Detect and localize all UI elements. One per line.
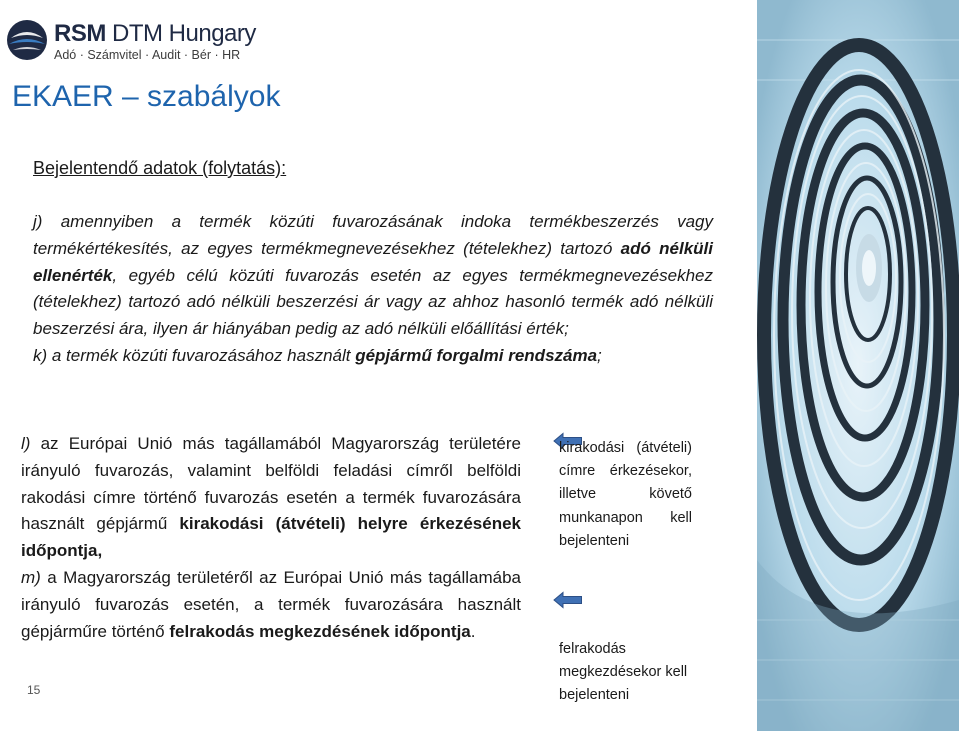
logo-tagline: Adó · Számvitel · Audit · Bér · HR bbox=[54, 48, 241, 62]
item-j-text-cont: , egyéb célú közúti fuvarozás esetén az egyes termékmegnevezésekhez (tételekhez) tartozó adó nélküli beszerzési ár vagy az ahhoz hasonló termék adó nélküli beszerzési ára, ilyen ár hiányában pedig az adó nélküli előállítási érték; bbox=[33, 265, 713, 339]
item-k-text: k) a termék közúti fuvarozásához használt bbox=[33, 345, 356, 365]
slide-title: EKAER – szabályok bbox=[12, 80, 281, 113]
spiral-staircase-image bbox=[757, 0, 959, 731]
item-m-text: a Magyarország területéről az Európai Unió más tagállamába irányuló fuvarozás esetén, a termék fuvarozására használt gépjárműre történő bbox=[21, 567, 521, 641]
item-k-end: ; bbox=[597, 345, 602, 365]
paragraph-j-k bbox=[33, 209, 713, 370]
logo-name: RSM DTM Hungary bbox=[54, 20, 256, 47]
item-j-emphasis: adó nélküli ellenérték bbox=[33, 238, 714, 285]
slide-subtitle: Bejelentendő adatok (folytatás): bbox=[33, 158, 287, 178]
item-m-end: . bbox=[470, 621, 476, 641]
note-unloading: kirakodási (átvételi) címre érkezésekor, illetve követő munkanapon kell bejelenteni bbox=[559, 440, 692, 549]
page-number: 15 bbox=[27, 683, 41, 697]
company-logo bbox=[5, 12, 256, 68]
note-loading: felrakodás megkezdésekor kell bejelenteni bbox=[559, 641, 688, 704]
item-m-emphasis: felrakodás megkezdésének időpontja bbox=[169, 621, 471, 641]
item-k-emphasis: gépjármű forgalmi rendszáma bbox=[355, 345, 598, 365]
item-m-label: m) bbox=[21, 567, 41, 587]
paragraph-l-m bbox=[21, 431, 521, 645]
item-l-text: az Európai Unió más tagállamából Magyarország területére irányuló fuvarozás, valamint belföldi feladási címről belföldi rakodási címre történő fuvarozás esetén a termék fuvarozására használt gépjármű bbox=[21, 434, 521, 534]
rsm-globe-icon bbox=[5, 18, 49, 62]
arrow-left-icon bbox=[553, 591, 583, 609]
item-l-label: l) bbox=[21, 434, 31, 453]
item-j-text: j) amennyiben a termék közúti fuvarozásának indoka termékbeszerzés vagy termékértékesítés, az egyes termékmegnevezésekhez (tételekhez) tartozó bbox=[33, 212, 713, 258]
item-l-emphasis: kirakodási (átvételi) helyre érkezésének időpontja, bbox=[21, 514, 521, 561]
